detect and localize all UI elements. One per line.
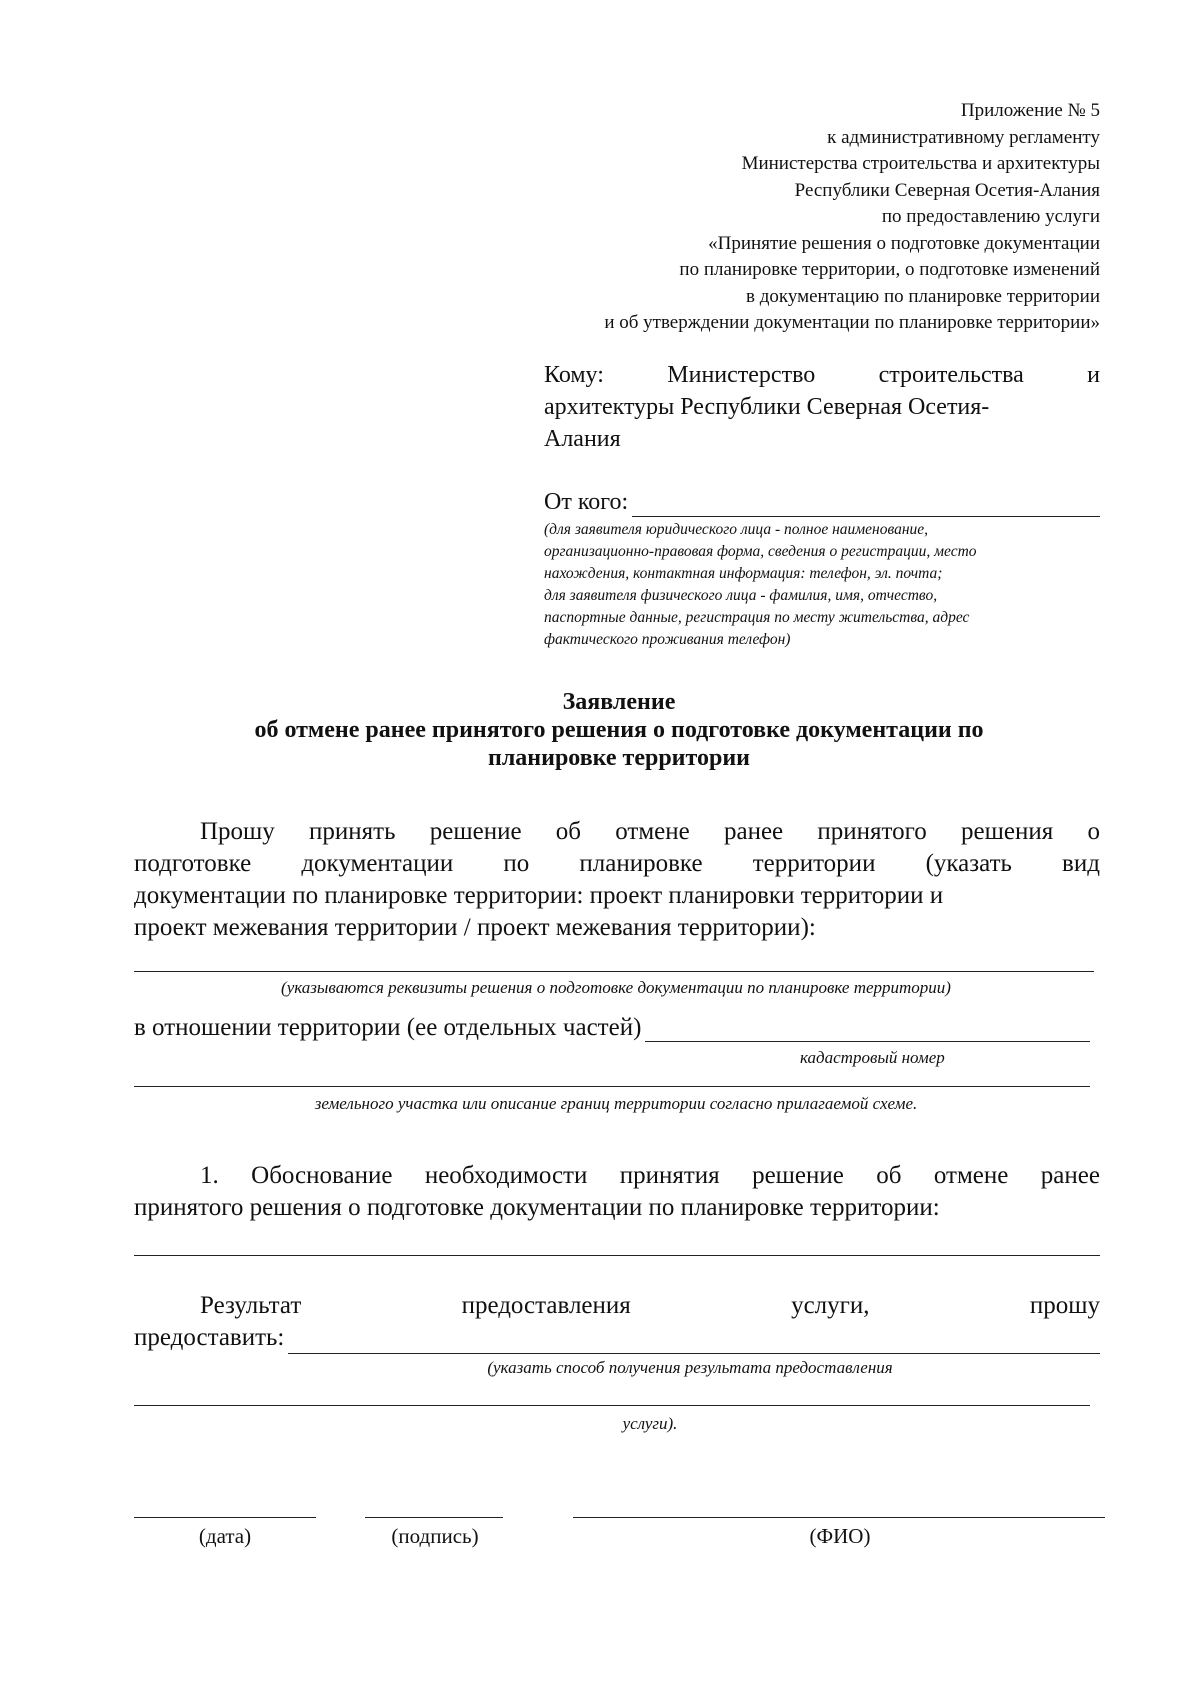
appendix-line: к административному регламенту [827,126,1100,148]
cadastral-caption: кадастровый номер [800,1048,945,1067]
title-line: планировке территории [488,745,750,771]
requisites-caption: (указываются реквизиты решения о подготовке документации по планировке территории) [281,978,951,997]
request-word: ранее [723,818,784,845]
request-word: принятого [817,818,927,845]
justification-word: ранее [1040,1162,1100,1189]
appendix-line: «Принятие решения о подготовке документации [708,232,1100,254]
request-line-1 [134,816,1100,848]
result-word: Результат [200,1292,302,1319]
sender-note-line: нахождения, контактная информация: телефон, эл. почта; [544,565,943,582]
request-word: о [1087,818,1100,845]
addressee-word: и [1087,362,1100,388]
request-word: подготовке [134,850,252,877]
sender-note-line: паспортные данные, регистрация по месту жительства, адрес [544,609,970,626]
result-label: предоставить: [134,1324,285,1351]
appendix-line: Министерства строительства и архитектуры [741,153,1100,174]
request-word: по [503,850,530,877]
appendix-line: по планировке территории, о подготовке изменений [679,259,1100,280]
date-caption: (дата) [198,1524,252,1548]
request-line-2 [134,848,1100,880]
result-caption-2: услуги). [622,1414,678,1433]
justification-word: Обоснование [251,1162,393,1189]
sender-note-line: для заявителя физического лица - фамилия, имя, отчество, [544,587,938,604]
title-line: Заявление [562,689,676,715]
sender-label: От кого: [544,489,629,515]
request-word: решения [961,818,1054,845]
request-word: документации [301,850,454,877]
appendix-line: в документацию по планировке территории [745,285,1100,307]
appendix-line: по предоставлению услуги [881,206,1100,227]
justification-word: необходимости [424,1162,588,1189]
request-word: об [555,818,582,845]
appendix-line: Республики Северная Осетия-Алания [794,179,1100,201]
fio-fill-line[interactable] [573,1517,1105,1518]
justification-word: об [876,1162,902,1189]
sender-note-line: (для заявителя юридического лица - полное наименование, [544,521,929,538]
justification-word: 1. [200,1162,219,1189]
fio-caption: (ФИО) [809,1524,871,1548]
justification-word: решение [752,1162,844,1189]
sender-block [544,487,1100,651]
request-word: территории [752,850,876,877]
sender-note-line: фактического проживания телефон) [544,631,791,648]
territory-fill-line[interactable] [645,1015,1090,1042]
signature-fill-line[interactable] [365,1517,503,1518]
request-word: принять [309,818,396,845]
justification-fill-line[interactable] [134,1255,1100,1256]
sender-note-line: организационно-правовая форма, сведения о регистрации, место [544,543,977,560]
result-fill-line[interactable] [288,1327,1100,1354]
justification-word: отмене [933,1162,1009,1189]
sender-fill-line[interactable] [632,492,1100,517]
appendix-line: и об утверждении документации по планировке территории» [604,312,1100,333]
request-word: решение [429,818,522,845]
result-word: услуги, [791,1292,870,1319]
result-word: предоставления [461,1292,631,1319]
justification-line-2: принятого решения о подготовке документации по планировке территории: [134,1194,940,1221]
request-word: (указать [925,850,1012,877]
result-word: прошу [1029,1292,1100,1319]
addressee-line-1 [544,359,1100,391]
addressee-word: Кому: [544,362,604,388]
territory-label: в отношении территории (ее отдельных частей) [134,1014,642,1041]
addressee-word: строительства [878,362,1024,388]
request-word: отмене [615,818,690,845]
justification-word: принятия [619,1162,720,1189]
result-paragraph [134,1290,1100,1354]
request-word: планировке [579,850,703,877]
result-method-fill-line[interactable] [134,1405,1090,1406]
request-line-4: проект межевания территории / проект межевания территории): [134,914,816,941]
boundaries-caption: земельного участка или описание границ территории согласно прилагаемой схеме. [314,1094,918,1113]
signature-caption: (подпись) [391,1524,479,1548]
appendix-line: Приложение № 5 [960,100,1100,121]
territory-row [134,1010,1090,1042]
requisites-fill-line[interactable] [134,971,1094,972]
document-title [0,688,1200,772]
request-word: вид [1062,850,1100,877]
addressee-line-2: архитектуры Республики Северная Осетия- [544,394,990,420]
justification-line-1 [134,1160,1100,1192]
date-fill-line[interactable] [134,1517,316,1518]
justification-paragraph [134,1160,1100,1224]
result-line-1 [134,1290,1100,1322]
boundaries-fill-line[interactable] [134,1086,1090,1087]
sender-note [544,519,1100,651]
addressee-word: Министерство [667,362,816,388]
addressee-block [544,359,1100,455]
addressee-line-3: Алания [544,426,621,452]
request-word: Прошу [200,818,275,845]
result-line-2 [134,1322,1100,1354]
request-line-3: документации по планировке территории: проект планировки территории и [134,882,944,909]
appendix-header [604,98,1100,337]
request-paragraph [134,816,1100,944]
title-line: об отмене ранее принятого решения о подготовке документации по [254,717,984,743]
result-caption-1: (указать способ получения результата предоставления [487,1358,893,1377]
